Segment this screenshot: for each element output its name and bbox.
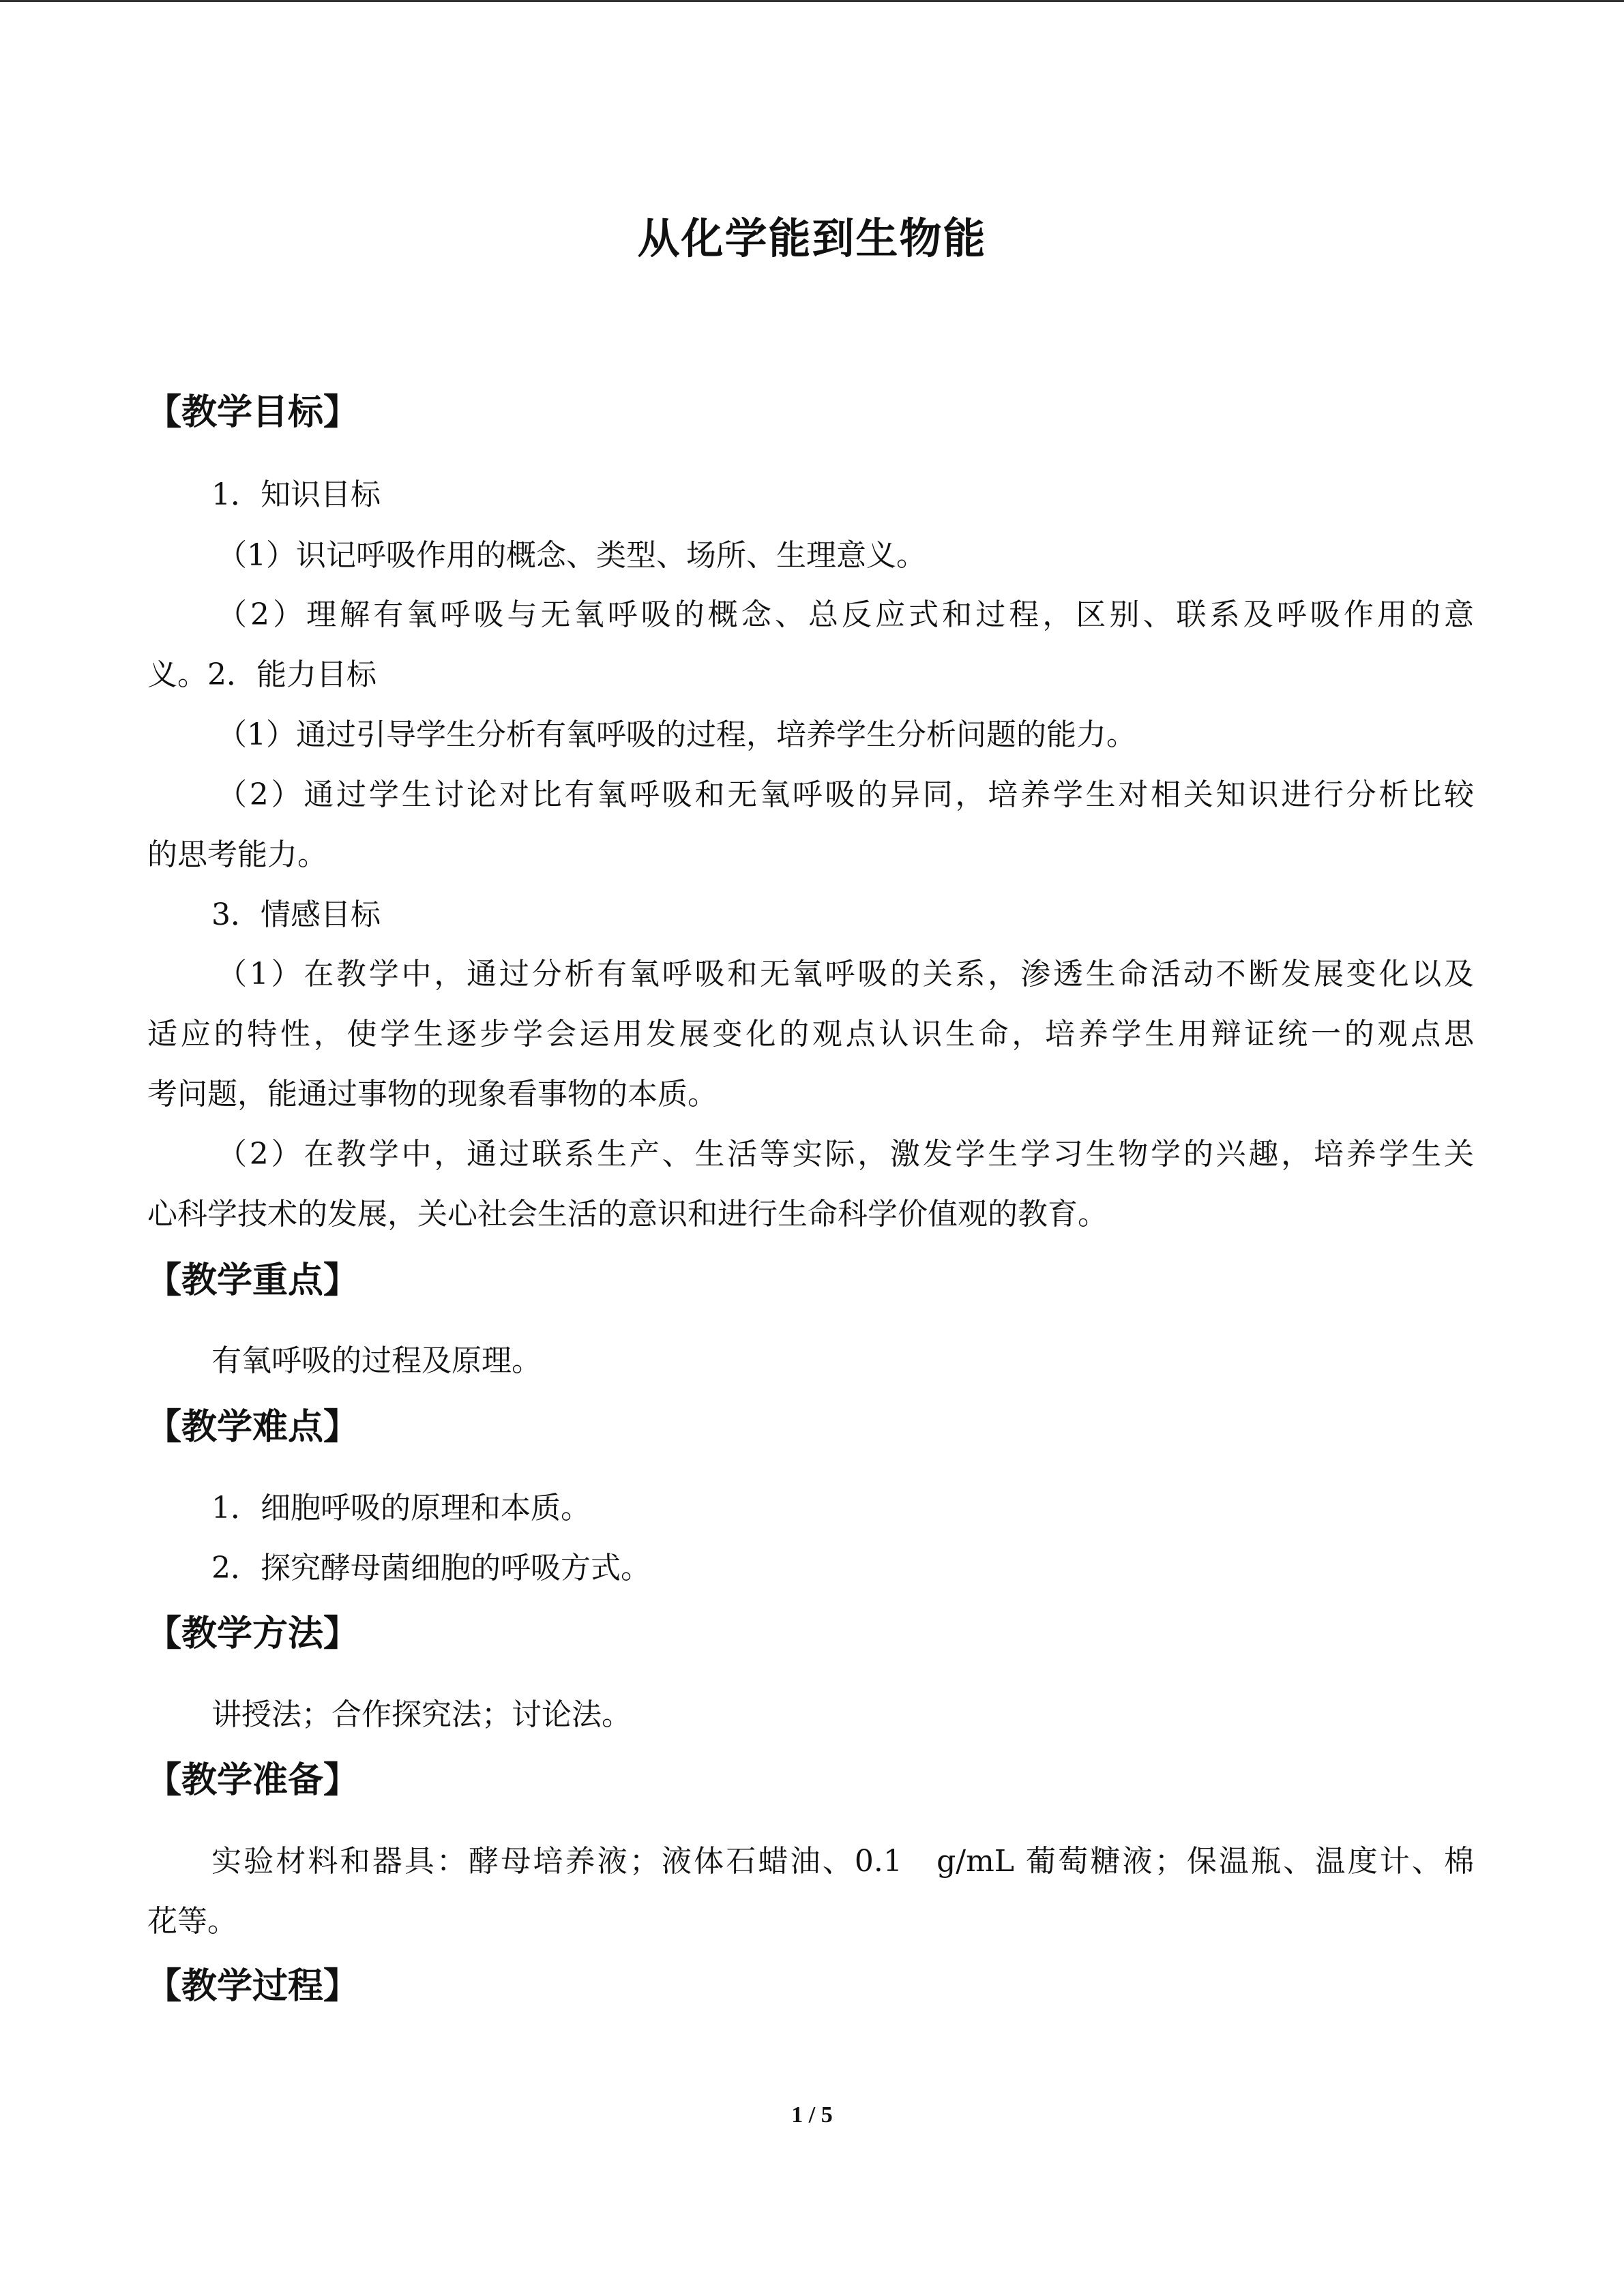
knowledge-objective-2-line2: 义。2．能力目标 — [147, 657, 377, 692]
preparation-line2: 花等。 — [147, 1904, 237, 1939]
difficulty-item-1: 1．细胞呼吸的原理和本质。 — [211, 1491, 591, 1525]
knowledge-objective-1: （1）识记呼吸作用的概念、类型、场所、生理意义。 — [217, 538, 926, 573]
emotion-objective-2-line2: 心科学技术的发展，关心社会生活的意识和进行生命科学价值观的教育。 — [147, 1197, 1108, 1232]
emotion-objective-2-line1: （2）在教学中，通过联系生产、生活等实际，激发学生学习生物学的兴趣，培养学生关 — [217, 1137, 1474, 1172]
process-heading: 【教学过程】 — [146, 1966, 359, 2007]
top-border-rule — [0, 0, 1624, 2]
key-points-heading: 【教学重点】 — [146, 1260, 359, 1301]
emotion-objective-1-line3: 考问题，能通过事物的现象看事物的本质。 — [147, 1077, 718, 1112]
methods-text: 讲授法；合作探究法；讨论法。 — [211, 1697, 632, 1732]
difficulties-heading: 【教学难点】 — [146, 1407, 359, 1448]
page-number: 1 / 5 — [791, 2102, 833, 2128]
emotion-objective-1-line2: 适应的特性，使学生逐步学会运用发展变化的观点认识生命，培养学生用辩证统一的观点思 — [147, 1017, 1474, 1052]
ability-objective-2-line1: （2）通过学生讨论对比有氧呼吸和无氧呼吸的异同，培养学生对相关知识进行分析比较 — [217, 777, 1474, 812]
methods-heading: 【教学方法】 — [146, 1613, 359, 1654]
objectives-heading: 【教学目标】 — [146, 392, 359, 433]
emotion-objective-title: 3．情感目标 — [211, 897, 381, 932]
knowledge-objective-title: 1．知识目标 — [211, 477, 381, 512]
key-points-text: 有氧呼吸的过程及原理。 — [211, 1343, 542, 1378]
ability-objective-1: （1）通过引导学生分析有氧呼吸的过程，培养学生分析问题的能力。 — [217, 717, 1136, 752]
preparation-line1: 实验材料和器具：酵母培养液；液体石蜡油、0.1 g/mL 葡萄糖液；保温瓶、温度计、棉 — [211, 1844, 1474, 1879]
ability-objective-2-line2: 的思考能力。 — [147, 837, 327, 872]
document-title: 从化学能到生物能 — [637, 213, 987, 263]
preparation-heading: 【教学准备】 — [146, 1760, 359, 1801]
emotion-objective-1-line1: （1）在教学中，通过分析有氧呼吸和无氧呼吸的关系，渗透生命活动不断发展变化以及 — [217, 957, 1474, 992]
difficulty-item-2: 2．探究酵母菌细胞的呼吸方式。 — [211, 1551, 651, 1585]
knowledge-objective-2-line1: （2）理解有氧呼吸与无氧呼吸的概念、总反应式和过程，区别、联系及呼吸作用的意 — [217, 597, 1474, 632]
